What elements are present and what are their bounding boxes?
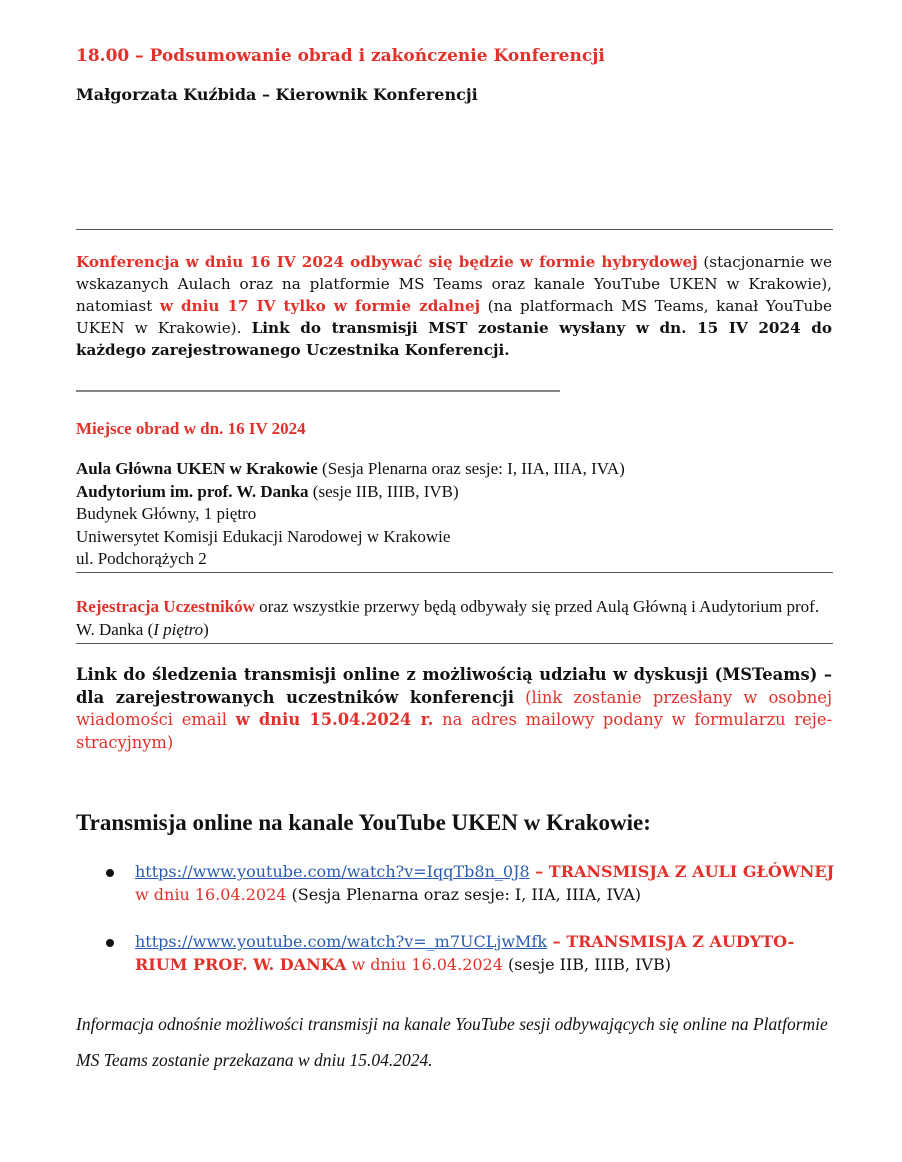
msteams-date: w dniu 15.04.2024 r.: [235, 710, 434, 730]
msteams-paragraph: [76, 664, 832, 755]
youtube-heading: Transmisja online na kanale YouTube UKEN w Krakowie:: [76, 810, 651, 835]
youtube-item: [135, 861, 835, 906]
youtube-sessions-audytorium: (sesje IIB, IIIB, IVB): [502, 954, 671, 974]
venue-block: [76, 458, 832, 571]
youtube-label-audytorium: – TRANSMISJA Z AUDYTO-RIUM PROF. W. DANKA: [135, 932, 795, 974]
youtube-date-audytorium: w dniu 16.04.2024: [346, 954, 503, 974]
venue-line-1: [76, 458, 832, 481]
venue-aula: Aula Główna UKEN w Krakowie: [76, 459, 318, 478]
divider: [76, 572, 833, 573]
youtube-note: Informacja odnośnie możliwości transmisji na kanale YouTube sesji odbywających się online na Platformie MS Teams zostanie przekazana w dniu 15.04.2024.: [76, 1014, 828, 1070]
venue-line-2: [76, 481, 832, 504]
youtube-link-aula[interactable]: https://www.youtube.com/watch?v=IqqTb8n_0J8: [135, 862, 530, 881]
divider: [76, 643, 833, 644]
format-paragraph: [76, 251, 832, 361]
youtube-label-aula: – TRANSMISJA Z AULI GŁÓWNEJ: [529, 862, 835, 881]
format-text2: (na platformach MS Teams, kanał YouTube UKEN w Krakowie).: [76, 297, 832, 337]
registration-text: oraz wszystkie przerwy będą odbywały się przed Aulą Główną i Audytorium prof. W. Danka (: [76, 597, 820, 639]
venue-heading: Miejsce obrad w dn. 16 IV 2024: [76, 419, 306, 438]
divider: [76, 229, 833, 230]
venue-aula-sessions: (Sesja Plenarna oraz sesje: I, IIA, IIIA, IVA): [317, 459, 625, 478]
format-link-info: Link do transmisji MST zostanie wysłany w dn. 15 IV 2024 do każdego zarejestrowanego Uczestnika Konferencji.: [76, 319, 832, 359]
youtube-date-aula: w dniu 16.04.2024: [135, 884, 287, 904]
msteams-note-2: na adres mailowy podany w formularzu reje-stracyjnym): [76, 710, 832, 753]
closing-title: 18.00 – Podsumowanie obrad i zakończenie Konferencji: [76, 46, 605, 66]
underscore-separator: ________________________________________________________________________________________: [76, 380, 560, 392]
registration-paragraph: [76, 596, 832, 641]
youtube-link-audytorium[interactable]: https://www.youtube.com/watch?v=_m7UCLjwMfk: [135, 932, 548, 951]
format-remote: w dniu 17 IV tylko w formie zdalnej: [159, 297, 481, 315]
registration-floor: I piętro: [153, 619, 204, 639]
venue-line-4: Uniwersytet Komisji Edukacji Narodowej w Krakowie: [76, 526, 451, 546]
venue-audytorium-sessions: (sesje IIB, IIIB, IVB): [308, 481, 459, 501]
closing-person: Małgorzata Kuźbida – Kierownik Konferencji: [76, 85, 478, 104]
venue-audytorium: Audytorium im. prof. W. Danka: [76, 481, 309, 501]
venue-line-3: Budynek Główny, 1 piętro: [76, 504, 257, 524]
format-hybrid: Konferencja w dniu 16 IV 2024 odbywać się będzie w formie hybrydowej: [76, 253, 698, 271]
format-text1: (stacjonarnie we wskazanych Aulach oraz na platformie MS Teams oraz kanale YouTube UKEN w Krakowie), natomiast: [76, 253, 833, 315]
youtube-item: [135, 931, 835, 976]
msteams-note-1: (link zostanie przesłany w osobnej wiadomości email: [76, 687, 832, 730]
registration-label: Rejestracja Uczestników: [76, 597, 255, 616]
msteams-link-info: Link do śledzenia transmisji online z możliwością udziału w dyskusji (MSTeams) – dla zarejestrowanych uczestników konferencji: [76, 665, 832, 707]
youtube-sessions-aula: (Sesja Plenarna oraz sesje: I, IIA, IIIA, IVA): [286, 884, 642, 904]
bullet-icon: [106, 869, 114, 877]
registration-close: ): [203, 619, 209, 639]
bullet-icon: [106, 939, 114, 947]
venue-line-5: ul. Podchorążych 2: [76, 549, 207, 569]
